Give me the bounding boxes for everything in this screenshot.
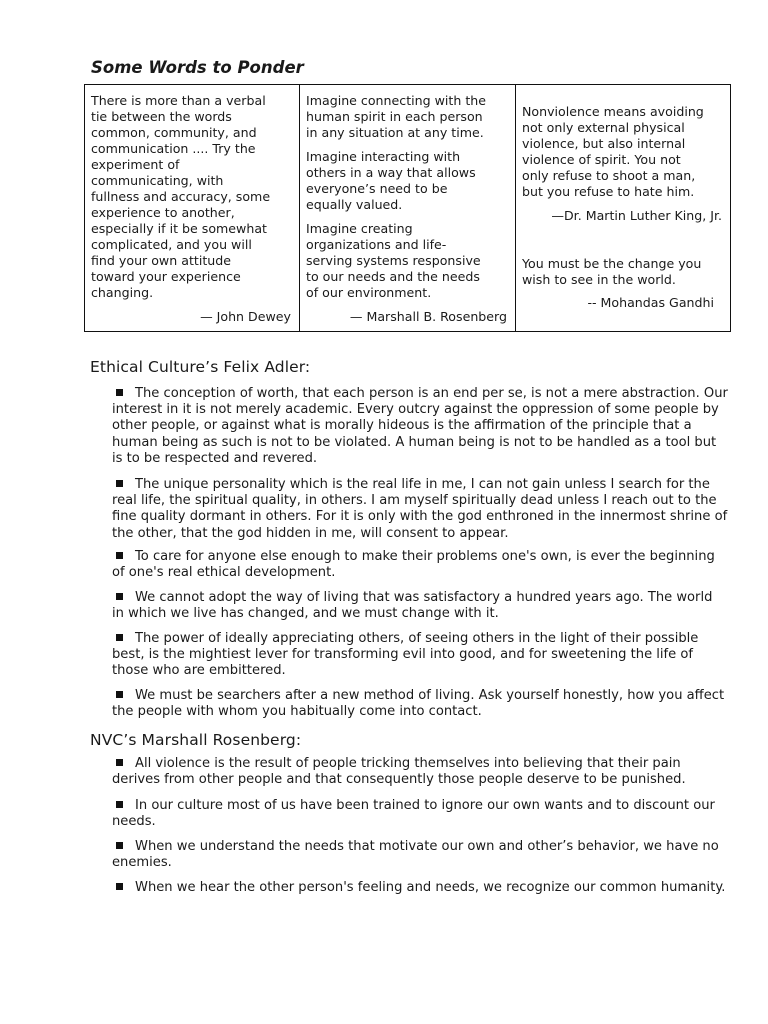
quote-table — [84, 84, 731, 332]
king-quote: Nonviolence means avoiding not only external physical violence, but also internal violence of spirit. You not only refuse to shoot a man, but you refuse to hate him. — [522, 104, 704, 199]
rosenberg-quote-2: Imagine interacting with others in a way that allows everyone’s need to be equally valued. — [306, 149, 476, 212]
list-item: The unique personality which is the real life in me, I can not gain unless I search for the real life, the spiritual quality, in others. I am myself spiritually dead unless I reach out to the fine quality dormant in others. For it is only with the god enthroned in the innermost shrine of the other, that the god hidden in me, will consent to appear. — [112, 477, 728, 541]
bullet-icon — [116, 634, 123, 641]
list-item: The conception of worth, that each person is an end per se, is not a mere abstraction. Our interest in it is not merely academic. Every outcry against the oppression of some people by other people, or against what is morally hideous is the affirmation of the principle that a human being as such is not to be violated. A human being is not to be handled as a tool but is to be respected and revered. — [112, 386, 728, 466]
bullet-icon — [116, 883, 123, 890]
list-item: To care for anyone else enough to make their problems one's own, is ever the beginning of one's real ethical development. — [112, 549, 715, 581]
list-item: We must be searchers after a new method of living. Ask yourself honestly, how you affect the people with whom you habitually come into contact. — [112, 688, 725, 720]
list-item: All violence is the result of people tricking themselves into believing that their pain derives from other people and that consequently those people deserve to be punished. — [112, 756, 686, 788]
dewey-quote: There is more than a verbal tie between the words common, community, and communication .... Try the experiment of communicating, with fullness and accuracy, some experience to another, especially if it be somewhat complicated, and you will find your own attitude toward your experience changing. — [91, 93, 271, 300]
rosenberg-heading: NVC’s Marshall Rosenberg: — [90, 731, 302, 749]
gandhi-attribution: -- Mohandas Gandhi — [587, 295, 714, 310]
rosenberg-quote-3: Imagine creating organizations and life- serving systems responsive to our needs and the needs of our environment. — [306, 221, 481, 300]
list-item: In our culture most of us have been trained to ignore our own wants and to discount our needs. — [112, 798, 715, 830]
rosenberg-attribution: — Marshall B. Rosenberg — [349, 309, 507, 324]
dewey-attribution: — John Dewey — [200, 309, 291, 324]
list-item: When we understand the needs that motivate our own and other’s behavior, we have no enemies. — [112, 839, 719, 871]
bullet-icon — [116, 801, 123, 808]
bullet-icon — [116, 389, 123, 396]
gandhi-quote: You must be the change you wish to see in the world. — [522, 256, 702, 287]
bullet-icon — [116, 593, 123, 600]
bullet-icon — [116, 552, 123, 559]
bullet-icon — [116, 759, 123, 766]
adler-heading: Ethical Culture’s Felix Adler: — [90, 358, 311, 376]
quote-cell-dewey — [85, 85, 300, 331]
page-title: Some Words to Ponder — [91, 58, 304, 77]
list-item: We cannot adopt the way of living that was satisfactory a hundred years ago. The world in which we live has changed, and we must change with it. — [112, 590, 713, 622]
list-item: When we hear the other person's feeling and needs, we recognize our common humanity. — [112, 880, 728, 896]
bullet-icon — [116, 691, 123, 698]
quote-cell-king-gandhi — [516, 85, 730, 331]
list-item: The power of ideally appreciating others, of seeing others in the light of their possible best, is the mightiest lever for transforming evil into good, and for sweetening the life of those who are embittered. — [112, 631, 699, 679]
quote-cell-rosenberg — [300, 85, 516, 331]
rosenberg-quote-1: Imagine connecting with the human spirit in each person in any situation at any time. — [306, 93, 486, 140]
bullet-icon — [116, 842, 123, 849]
bullet-icon — [116, 480, 123, 487]
king-attribution: —Dr. Martin Luther King, Jr. — [551, 208, 722, 223]
